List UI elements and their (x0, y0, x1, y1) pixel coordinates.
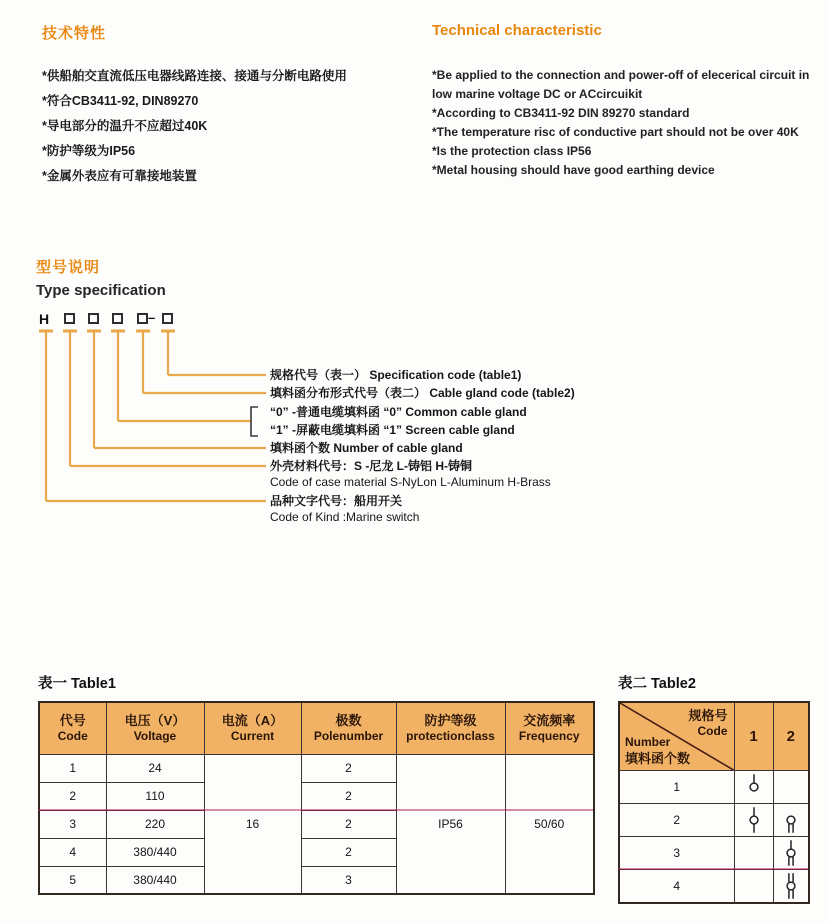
tech-bullet-cn: *供船舶交直流低压电器线路连接、接通与分断电路使用 (42, 69, 347, 83)
diag-label-number-cn: 填料函个数 (625, 751, 691, 766)
col-header-protectionclass: 防护等级 protectionclass (396, 702, 505, 754)
cell-gland-symbol (734, 771, 773, 804)
table-row (39, 754, 594, 782)
table1 (38, 701, 595, 895)
cable-gland-gland-2-top-2-bottom-icon (782, 871, 800, 901)
col-header-voltage: 电压（V） Voltage (106, 702, 204, 754)
cell-poles: 2 (301, 838, 396, 866)
cell-gland-symbol (773, 771, 809, 804)
cell-gland-symbol (734, 870, 773, 903)
type-spec-label: 填料函个数 Number of cable gland (270, 441, 463, 455)
cell-code: 5 (39, 866, 106, 894)
tech-bullet-en: *The temperature risc of conductive part should not be over 40K (432, 125, 799, 139)
col-header-current: 电流（A） Current (204, 702, 301, 754)
cell-gland-symbol (734, 804, 773, 837)
table-row (619, 837, 809, 870)
type-spec-label: 规格代号（表一） Specification code (table1) (270, 368, 522, 382)
diag-label-spec-code-en: Code (697, 724, 728, 738)
tech-bullet-cn: *金属外表应有可靠接地装置 (42, 169, 197, 183)
tech-bullet-cn: *防护等级为IP56 (42, 144, 136, 158)
type-spec-label: “1” -屏蔽电缆填料函 “1” Screen cable gland (270, 423, 515, 437)
cell-code: 4 (39, 838, 106, 866)
tech-bullet-en: *Is the protection class IP56 (432, 144, 592, 158)
type-spec-heading-cn: 型号说明 (36, 259, 101, 276)
type-code-prefix: H (39, 311, 50, 327)
diag-label-spec-code-cn: 规格号 (688, 708, 728, 723)
col-header-spec-2: 2 (773, 702, 809, 771)
type-spec-label: Code of case material S-NyLon L-Aluminum H-Brass (270, 475, 551, 489)
tech-bullet-cn: *符合CB3411-92, DIN89270 (42, 94, 199, 108)
tech-bullet-cn: *导电部分的温升不应超过40K (42, 119, 208, 133)
cell-code: 1 (39, 754, 106, 782)
table2-title: 表二 Table2 (618, 676, 696, 692)
tech-characteristic-heading-en: Technical characteristic (432, 22, 602, 39)
cell-frequency-merged: 50/60 (505, 754, 594, 894)
type-spec-label: Code of Kind :Marine switch (270, 510, 420, 524)
cell-voltage: 380/440 (106, 838, 204, 866)
cell-poles: 2 (301, 754, 396, 782)
type-code-box (112, 313, 123, 324)
table1-title: 表一 Table1 (38, 676, 116, 692)
cell-voltage: 110 (106, 782, 204, 810)
cell-gland-symbol (773, 870, 809, 903)
tech-bullet-en: *Metal housing should have good earthing device (432, 163, 715, 177)
cable-gland-gland-1-top-2-bottom-icon (782, 838, 800, 868)
cell-voltage: 220 (106, 810, 204, 838)
cell-gland-count: 2 (619, 804, 734, 837)
table-row (619, 804, 809, 837)
cell-poles: 2 (301, 782, 396, 810)
tech-characteristic-en-list (432, 66, 828, 180)
cell-poles: 2 (301, 810, 396, 838)
type-spec-label: 外壳材料代号：S -尼龙 L-铸铝 H-铸铜 (270, 459, 472, 473)
cell-current-merged: 16 (204, 754, 301, 894)
diag-label-number-en: Number (625, 735, 671, 749)
cable-gland-gland-1-top-1-bottom-icon (745, 805, 763, 835)
cell-voltage: 24 (106, 754, 204, 782)
type-code-dash: – (148, 310, 156, 325)
type-spec-label: 填料函分布形式代号（表二） Cable gland code (table2) (270, 386, 575, 400)
tech-bullet-en: *According to CB3411-92 DIN 89270 standard (432, 106, 690, 120)
cell-voltage: 380/440 (106, 866, 204, 894)
type-spec-label: 品种文字代号：船用开关 (270, 494, 403, 508)
cable-gland-gland-1-top-icon (745, 772, 763, 802)
table2 (618, 701, 810, 904)
cell-gland-symbol (773, 837, 809, 870)
tech-characteristic-heading-cn: 技术特性 (42, 25, 107, 42)
cell-gland-count: 3 (619, 837, 734, 870)
tech-bullet-en: *Be applied to the connection and power-off of elecerical circuit in low marine voltage DC or ACcircuikit (432, 68, 810, 101)
table-row (619, 870, 809, 903)
cable-gland-gland-2-bottom-icon (782, 805, 800, 835)
diagonal-header-cell (619, 702, 734, 771)
type-code-box (137, 313, 148, 324)
col-header-polenumber: 极数 Polenumber (301, 702, 396, 754)
type-code-box (162, 313, 173, 324)
cell-gland-symbol (734, 837, 773, 870)
cell-code: 2 (39, 782, 106, 810)
cell-protection-merged: IP56 (396, 754, 505, 894)
connector-lines (36, 326, 276, 526)
cell-poles: 3 (301, 866, 396, 894)
col-header-spec-1: 1 (734, 702, 773, 771)
type-code-box (88, 313, 99, 324)
col-header-code: 代号 Code (39, 702, 106, 754)
type-spec-label: “0” -普通电缆填料函 “0” Common cable gland (270, 405, 527, 419)
col-header-frequency: 交流频率 Frequency (505, 702, 594, 754)
type-code-box (64, 313, 75, 324)
cell-code: 3 (39, 810, 106, 838)
tech-characteristic-cn-list (42, 64, 412, 189)
cell-gland-count: 1 (619, 771, 734, 804)
type-spec-heading-en: Type specification (36, 282, 166, 299)
table-row (619, 771, 809, 804)
cell-gland-symbol (773, 804, 809, 837)
option-bracket (251, 407, 258, 436)
cell-gland-count: 4 (619, 870, 734, 903)
